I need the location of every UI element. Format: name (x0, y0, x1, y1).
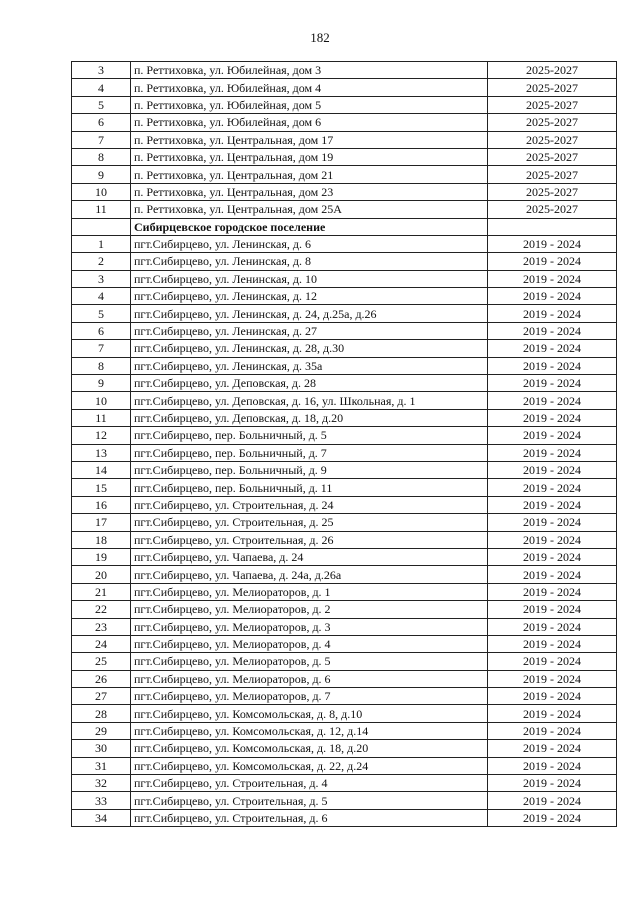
row-number: 6 (72, 114, 131, 131)
row-number: 28 (72, 705, 131, 722)
row-number: 6 (72, 322, 131, 339)
row-address: пгт.Сибирцево, ул. Мелиораторов, д. 4 (131, 635, 488, 652)
row-number: 25 (72, 653, 131, 670)
row-number: 5 (72, 305, 131, 322)
row-address: пгт.Сибирцево, ул. Строительная, д. 4 (131, 775, 488, 792)
row-period: 2025-2027 (488, 96, 617, 113)
row-address: пгт.Сибирцево, ул. Строительная, д. 25 (131, 514, 488, 531)
row-period: 2025-2027 (488, 79, 617, 96)
table-row (72, 740, 617, 757)
table-row (72, 583, 617, 600)
row-number: 8 (72, 357, 131, 374)
table-row (72, 427, 617, 444)
row-period: 2019 - 2024 (488, 548, 617, 565)
row-number: 31 (72, 757, 131, 774)
row-address: пгт.Сибирцево, ул. Ленинская, д. 35а (131, 357, 488, 374)
row-period: 2025-2027 (488, 148, 617, 165)
table-row (72, 131, 617, 148)
row-address: пгт.Сибирцево, ул. Ленинская, д. 8 (131, 253, 488, 270)
row-address: пгт.Сибирцево, пер. Больничный, д. 11 (131, 479, 488, 496)
row-number: 4 (72, 288, 131, 305)
row-period: 2019 - 2024 (488, 496, 617, 513)
row-address: пгт.Сибирцево, пер. Больничный, д. 9 (131, 461, 488, 478)
row-address: пгт.Сибирцево, ул. Строительная, д. 24 (131, 496, 488, 513)
table-row (72, 635, 617, 652)
table-row (72, 96, 617, 113)
table-row (72, 705, 617, 722)
row-number: 7 (72, 131, 131, 148)
row-address: пгт.Сибирцево, ул. Деповская, д. 18, д.20 (131, 409, 488, 426)
row-period: 2019 - 2024 (488, 253, 617, 270)
row-period: 2019 - 2024 (488, 427, 617, 444)
row-number: 15 (72, 479, 131, 496)
page-number: 182 (310, 30, 330, 45)
table-row (72, 757, 617, 774)
row-number: 34 (72, 809, 131, 826)
row-address: пгт.Сибирцево, ул. Деповская, д. 16, ул. Школьная, д. 1 (131, 392, 488, 409)
row-address: пгт.Сибирцево, ул. Строительная, д. 6 (131, 809, 488, 826)
row-address: п. Реттиховка, ул. Центральная, дом 17 (131, 131, 488, 148)
table-row (72, 235, 617, 252)
row-period: 2019 - 2024 (488, 479, 617, 496)
row-number: 12 (72, 427, 131, 444)
row-number: 5 (72, 96, 131, 113)
row-number: 22 (72, 601, 131, 618)
row-period: 2019 - 2024 (488, 722, 617, 739)
row-period: 2025-2027 (488, 201, 617, 218)
row-period: 2025-2027 (488, 166, 617, 183)
row-period: 2019 - 2024 (488, 757, 617, 774)
table-row (72, 722, 617, 739)
row-address: пгт.Сибирцево, пер. Больничный, д. 5 (131, 427, 488, 444)
row-number: 33 (72, 792, 131, 809)
row-period: 2019 - 2024 (488, 809, 617, 826)
row-address: пгт.Сибирцево, ул. Ленинская, д. 27 (131, 322, 488, 339)
row-address: пгт.Сибирцево, ул. Чапаева, д. 24а, д.26а (131, 566, 488, 583)
row-period: 2019 - 2024 (488, 235, 617, 252)
table-row (72, 392, 617, 409)
row-address: пгт.Сибирцево, ул. Комсомольская, д. 18, д.20 (131, 740, 488, 757)
table-row (72, 548, 617, 565)
row-number: 3 (72, 62, 131, 79)
table-row (72, 618, 617, 635)
row-period: 2019 - 2024 (488, 618, 617, 635)
row-address: п. Реттиховка, ул. Центральная, дом 23 (131, 183, 488, 200)
row-number: 23 (72, 618, 131, 635)
table-row (72, 288, 617, 305)
schedule-table (71, 61, 617, 827)
table-row (72, 357, 617, 374)
section-number-cell (72, 218, 131, 235)
row-period: 2019 - 2024 (488, 705, 617, 722)
row-period: 2019 - 2024 (488, 583, 617, 600)
table-row (72, 79, 617, 96)
row-period: 2019 - 2024 (488, 635, 617, 652)
row-address: пгт.Сибирцево, ул. Мелиораторов, д. 2 (131, 601, 488, 618)
row-period: 2019 - 2024 (488, 740, 617, 757)
row-number: 27 (72, 688, 131, 705)
row-number: 20 (72, 566, 131, 583)
row-number: 16 (72, 496, 131, 513)
row-period: 2019 - 2024 (488, 566, 617, 583)
row-period: 2019 - 2024 (488, 653, 617, 670)
table-row (72, 322, 617, 339)
table-row (72, 340, 617, 357)
row-period: 2019 - 2024 (488, 531, 617, 548)
row-address: пгт.Сибирцево, ул. Мелиораторов, д. 3 (131, 618, 488, 635)
row-address: пгт.Сибирцево, ул. Мелиораторов, д. 5 (131, 653, 488, 670)
row-number: 13 (72, 444, 131, 461)
row-number: 21 (72, 583, 131, 600)
row-period: 2019 - 2024 (488, 514, 617, 531)
table-row (72, 601, 617, 618)
row-address: пгт.Сибирцево, ул. Комсомольская, д. 22, д.24 (131, 757, 488, 774)
row-number: 4 (72, 79, 131, 96)
row-number: 29 (72, 722, 131, 739)
row-period: 2019 - 2024 (488, 670, 617, 687)
row-address: пгт.Сибирцево, ул. Ленинская, д. 24, д.25а, д.26 (131, 305, 488, 322)
table-row (72, 305, 617, 322)
row-period: 2019 - 2024 (488, 392, 617, 409)
table-row (72, 566, 617, 583)
row-number: 9 (72, 166, 131, 183)
row-address: пгт.Сибирцево, ул. Комсомольская, д. 12, д.14 (131, 722, 488, 739)
table-row (72, 148, 617, 165)
schedule-table-body (72, 62, 617, 827)
table-row (72, 375, 617, 392)
row-number: 24 (72, 635, 131, 652)
row-address: пгт.Сибирцево, ул. Мелиораторов, д. 7 (131, 688, 488, 705)
row-number: 7 (72, 340, 131, 357)
row-address: пгт.Сибирцево, ул. Чапаева, д. 24 (131, 548, 488, 565)
row-number: 30 (72, 740, 131, 757)
row-number: 26 (72, 670, 131, 687)
table-row (72, 461, 617, 478)
row-number: 9 (72, 375, 131, 392)
row-address: п. Реттиховка, ул. Юбилейная, дом 6 (131, 114, 488, 131)
row-number: 19 (72, 548, 131, 565)
table-row (72, 653, 617, 670)
row-number: 17 (72, 514, 131, 531)
row-address: пгт.Сибирцево, ул. Деповская, д. 28 (131, 375, 488, 392)
table-row (72, 479, 617, 496)
row-number: 3 (72, 270, 131, 287)
row-address: пгт.Сибирцево, ул. Мелиораторов, д. 1 (131, 583, 488, 600)
row-address: пгт.Сибирцево, ул. Мелиораторов, д. 6 (131, 670, 488, 687)
table-row (72, 688, 617, 705)
row-address: п. Реттиховка, ул. Юбилейная, дом 4 (131, 79, 488, 96)
row-period: 2019 - 2024 (488, 792, 617, 809)
row-number: 14 (72, 461, 131, 478)
section-title: Сибирцевское городское поселение (131, 218, 488, 235)
row-period: 2019 - 2024 (488, 270, 617, 287)
section-period-cell (488, 218, 617, 235)
row-period: 2019 - 2024 (488, 461, 617, 478)
row-address: п. Реттиховка, ул. Юбилейная, дом 3 (131, 62, 488, 79)
table-row (72, 775, 617, 792)
table-row (72, 409, 617, 426)
table-row (72, 496, 617, 513)
table-row (72, 792, 617, 809)
row-number: 10 (72, 392, 131, 409)
row-period: 2019 - 2024 (488, 375, 617, 392)
row-number: 32 (72, 775, 131, 792)
section-header-row (72, 218, 617, 235)
row-period: 2019 - 2024 (488, 775, 617, 792)
table-row (72, 114, 617, 131)
row-number: 18 (72, 531, 131, 548)
row-number: 1 (72, 235, 131, 252)
row-period: 2019 - 2024 (488, 322, 617, 339)
table-row (72, 809, 617, 826)
table-row (72, 201, 617, 218)
row-address: пгт.Сибирцево, ул. Ленинская, д. 6 (131, 235, 488, 252)
table-row (72, 270, 617, 287)
row-address: пгт.Сибирцево, ул. Ленинская, д. 28, д.30 (131, 340, 488, 357)
row-period: 2019 - 2024 (488, 305, 617, 322)
table-row (72, 444, 617, 461)
table-row (72, 670, 617, 687)
row-period: 2019 - 2024 (488, 444, 617, 461)
row-address: п. Реттиховка, ул. Юбилейная, дом 5 (131, 96, 488, 113)
row-period: 2019 - 2024 (488, 288, 617, 305)
row-number: 8 (72, 148, 131, 165)
table-row (72, 514, 617, 531)
row-address: п. Реттиховка, ул. Центральная, дом 25А (131, 201, 488, 218)
row-number: 11 (72, 201, 131, 218)
row-address: пгт.Сибирцево, ул. Ленинская, д. 10 (131, 270, 488, 287)
row-period: 2019 - 2024 (488, 357, 617, 374)
row-address: п. Реттиховка, ул. Центральная, дом 19 (131, 148, 488, 165)
row-address: п. Реттиховка, ул. Центральная, дом 21 (131, 166, 488, 183)
row-period: 2025-2027 (488, 62, 617, 79)
row-address: пгт.Сибирцево, ул. Строительная, д. 5 (131, 792, 488, 809)
table-row (72, 62, 617, 79)
row-address: пгт.Сибирцево, ул. Комсомольская, д. 8, д.10 (131, 705, 488, 722)
row-period: 2025-2027 (488, 114, 617, 131)
row-address: пгт.Сибирцево, ул. Строительная, д. 26 (131, 531, 488, 548)
row-period: 2025-2027 (488, 131, 617, 148)
row-period: 2019 - 2024 (488, 340, 617, 357)
row-number: 10 (72, 183, 131, 200)
row-period: 2019 - 2024 (488, 688, 617, 705)
table-row (72, 166, 617, 183)
row-period: 2019 - 2024 (488, 409, 617, 426)
table-row (72, 183, 617, 200)
row-number: 2 (72, 253, 131, 270)
row-address: пгт.Сибирцево, ул. Ленинская, д. 12 (131, 288, 488, 305)
row-number: 11 (72, 409, 131, 426)
row-period: 2025-2027 (488, 183, 617, 200)
row-address: пгт.Сибирцево, пер. Больничный, д. 7 (131, 444, 488, 461)
table-row (72, 531, 617, 548)
table-row (72, 253, 617, 270)
row-period: 2019 - 2024 (488, 601, 617, 618)
